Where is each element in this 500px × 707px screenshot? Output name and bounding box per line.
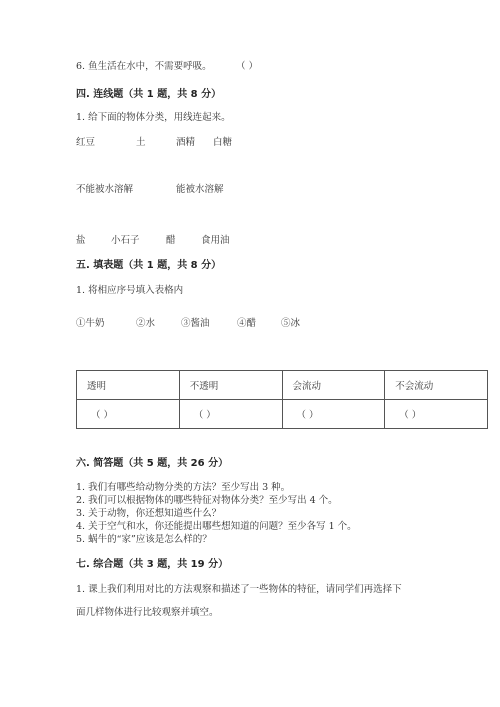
option-soy-sauce: ③酱油 (181, 318, 210, 329)
option-ice: ⑤冰 (281, 318, 301, 329)
answer-cell[interactable]: （ ） (179, 400, 282, 429)
list-item: 1. 我们有哪些给动物分类的方法？至少写出 3 种。 (76, 482, 291, 493)
answer-cell[interactable]: （ ） (282, 400, 385, 429)
item-cooking-oil: 食用油 (201, 235, 230, 246)
list-item: 2. 我们可以根据物体的哪些特征对物体分类？至少写出 4 个。 (76, 495, 338, 506)
section-7-question-line-1: 1. 课上我们利用对比的方法观察和描述了一些物体的特征，请同学们再选择下 (76, 584, 402, 595)
header-transparent: 透明 (77, 371, 180, 400)
section-5-title: 五. 填表题（共 1 题，共 8 分） (76, 260, 222, 271)
table-answer-row (77, 400, 488, 429)
header-flows: 会流动 (282, 371, 385, 400)
question-6-text: 6. 鱼生活在水中，不需要呼吸。 (76, 61, 212, 72)
answer-cell[interactable]: （ ） (77, 400, 180, 429)
header-opaque: 不透明 (179, 371, 282, 400)
section-6-title: 六. 简答题（共 5 题，共 26 分） (76, 458, 229, 469)
item-pebble: 小石子 (111, 235, 140, 246)
section-4-question: 1. 给下面的物体分类，用线连起来。 (76, 112, 231, 123)
item-soil: 土 (136, 137, 146, 148)
section-5-question: 1. 将相应序号填入表格内 (76, 285, 184, 296)
item-alcohol: 酒精 (176, 137, 196, 148)
category-soluble: 能被水溶解 (176, 184, 224, 195)
item-salt: 盐 (76, 235, 86, 246)
option-vinegar: ④醋 (237, 318, 257, 329)
list-item: 5. 蜗牛的“家”应该是怎么样的？ (76, 534, 212, 545)
item-red-bean: 红豆 (76, 137, 96, 148)
table-header-row (77, 371, 488, 400)
category-insoluble: 不能被水溶解 (76, 184, 134, 195)
list-item: 3. 关于动物，你还想知道些什么？ (76, 508, 222, 519)
header-not-flow: 不会流动 (385, 371, 488, 400)
item-vinegar: 醋 (166, 235, 176, 246)
section-7-question-line-2: 面几样物体进行比较观察并填空。 (76, 607, 219, 618)
answer-cell[interactable]: （ ） (385, 400, 488, 429)
item-sugar: 白糖 (213, 137, 233, 148)
section-7-title: 七. 综合题（共 3 题，共 19 分） (76, 559, 229, 570)
list-item: 4. 关于空气和水，你还能提出哪些想知道的问题？至少各写 1 个。 (76, 521, 357, 532)
option-water: ②水 (136, 318, 156, 329)
answer-paren: （ ） (236, 61, 259, 72)
section-4-title: 四. 连线题（共 1 题，共 8 分） (76, 89, 222, 100)
option-milk: ①牛奶 (76, 318, 105, 329)
classification-table (76, 370, 488, 429)
